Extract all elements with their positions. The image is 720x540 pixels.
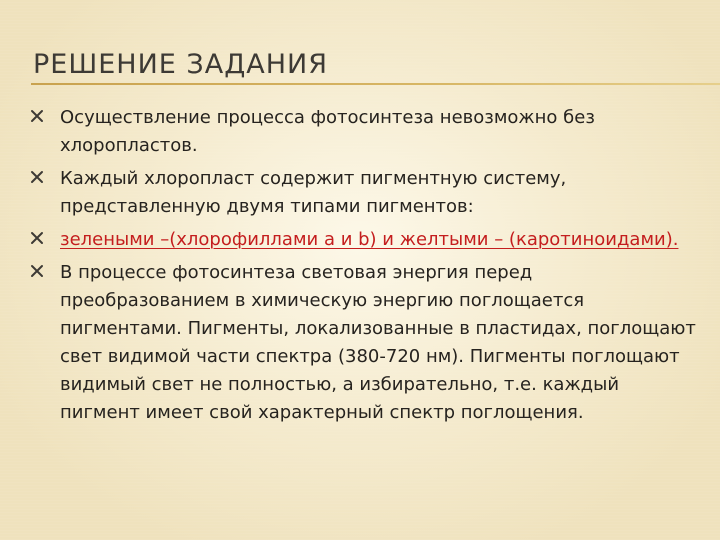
x-mark-icon	[30, 170, 44, 184]
list-item	[30, 259, 702, 427]
list-item-text: зелеными –(хлорофиллами а и b) и желтыми – (каротиноидами).	[60, 229, 679, 250]
title-underline	[31, 83, 720, 85]
x-mark-icon	[30, 231, 44, 245]
x-mark-icon	[30, 264, 44, 278]
list-item	[30, 104, 702, 160]
slide-title: РЕШЕНИЕ ЗАДАНИЯ	[33, 49, 329, 80]
list-item-text: Осуществление процесса фотосинтеза невозможно без хлоропластов.	[60, 107, 595, 156]
list-item-text: Каждый хлоропласт содержит пигментную систему, представленную двумя типами пигментов:	[60, 168, 567, 217]
x-mark-icon	[30, 109, 44, 123]
list-item-highlight	[30, 226, 702, 254]
list-item-text: В процессе фотосинтеза световая энергия перед преобразованием в химическую энергию поглощается пигментами. Пигменты, локализованные в пластидах, поглощают свет видимой части спектра (380-720 нм). Пигменты поглощают видимый свет не полностью, а избирательно, т.е. каждый пигмент имеет свой характерный спектр поглощения.	[60, 262, 696, 423]
bullet-list	[30, 104, 702, 427]
list-item	[30, 165, 702, 221]
